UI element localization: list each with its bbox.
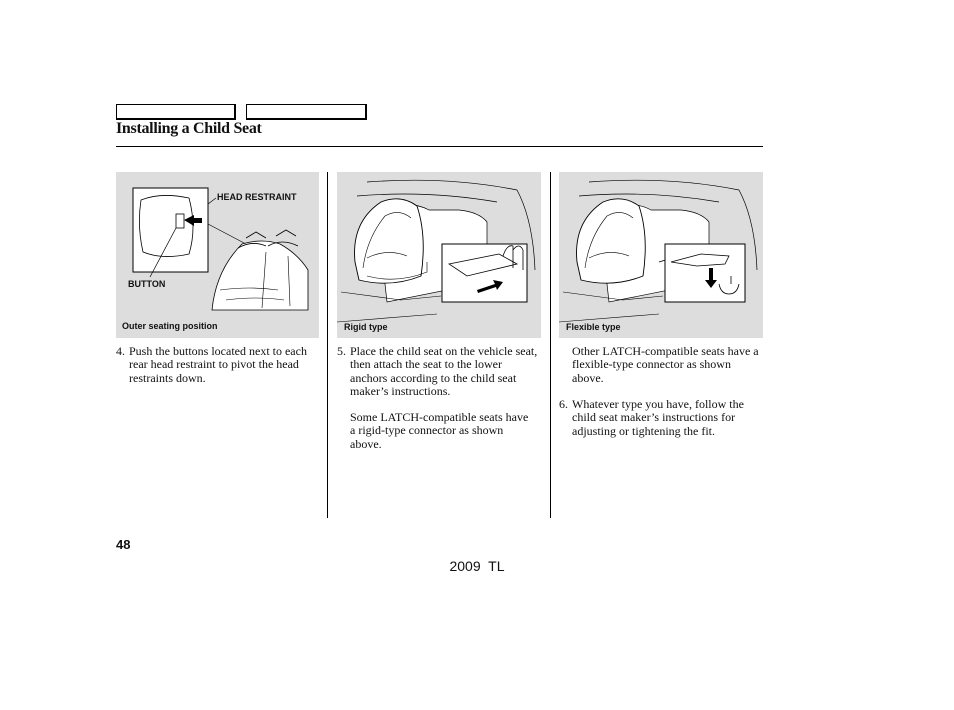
column-divider — [327, 172, 328, 518]
page-number: 48 — [116, 537, 131, 552]
step-number: 5. — [337, 344, 346, 358]
step-4 — [116, 345, 314, 385]
step-6 — [559, 398, 764, 438]
figure-rigid-type — [337, 172, 541, 338]
column-divider — [550, 172, 551, 518]
rigid-connector-illustration — [337, 172, 541, 338]
figure-flexible-type — [559, 172, 763, 338]
step-number: 4. — [116, 344, 125, 358]
title-rule — [116, 146, 763, 147]
figure-caption: Rigid type — [344, 322, 388, 332]
callout-button: BUTTON — [128, 279, 166, 289]
figure-caption: Flexible type — [566, 322, 621, 332]
rigid-note: Some LATCH-compatible seats have a rigid-type connector as shown above. — [350, 410, 529, 451]
flexible-connector-illustration — [559, 172, 763, 338]
nav-tab-box-right[interactable] — [246, 104, 367, 120]
page-title: Installing a Child Seat — [116, 120, 262, 137]
model-footer: 2009 TL — [449, 558, 505, 574]
step-text: Push the buttons located next to each rear head restraint to pivot the head restraints down. — [129, 344, 307, 385]
step-number: 6. — [559, 397, 568, 411]
callout-head-restraint: HEAD RESTRAINT — [217, 192, 297, 202]
figure-caption: Outer seating position — [122, 321, 218, 331]
step-5 — [337, 345, 542, 399]
figure-outer-seating — [116, 172, 319, 338]
step-text: Place the child seat on the vehicle seat, then attach the seat to the lower anchors according to the child seat maker’s instructions. — [350, 344, 538, 399]
flexible-note: Other LATCH-compatible seats have a flexible-type connector as shown above. — [572, 344, 759, 385]
step-text: Whatever type you have, follow the child seat maker’s instructions for adjusting or tightening the fit. — [572, 397, 744, 438]
nav-tab-box-left[interactable] — [116, 104, 236, 120]
